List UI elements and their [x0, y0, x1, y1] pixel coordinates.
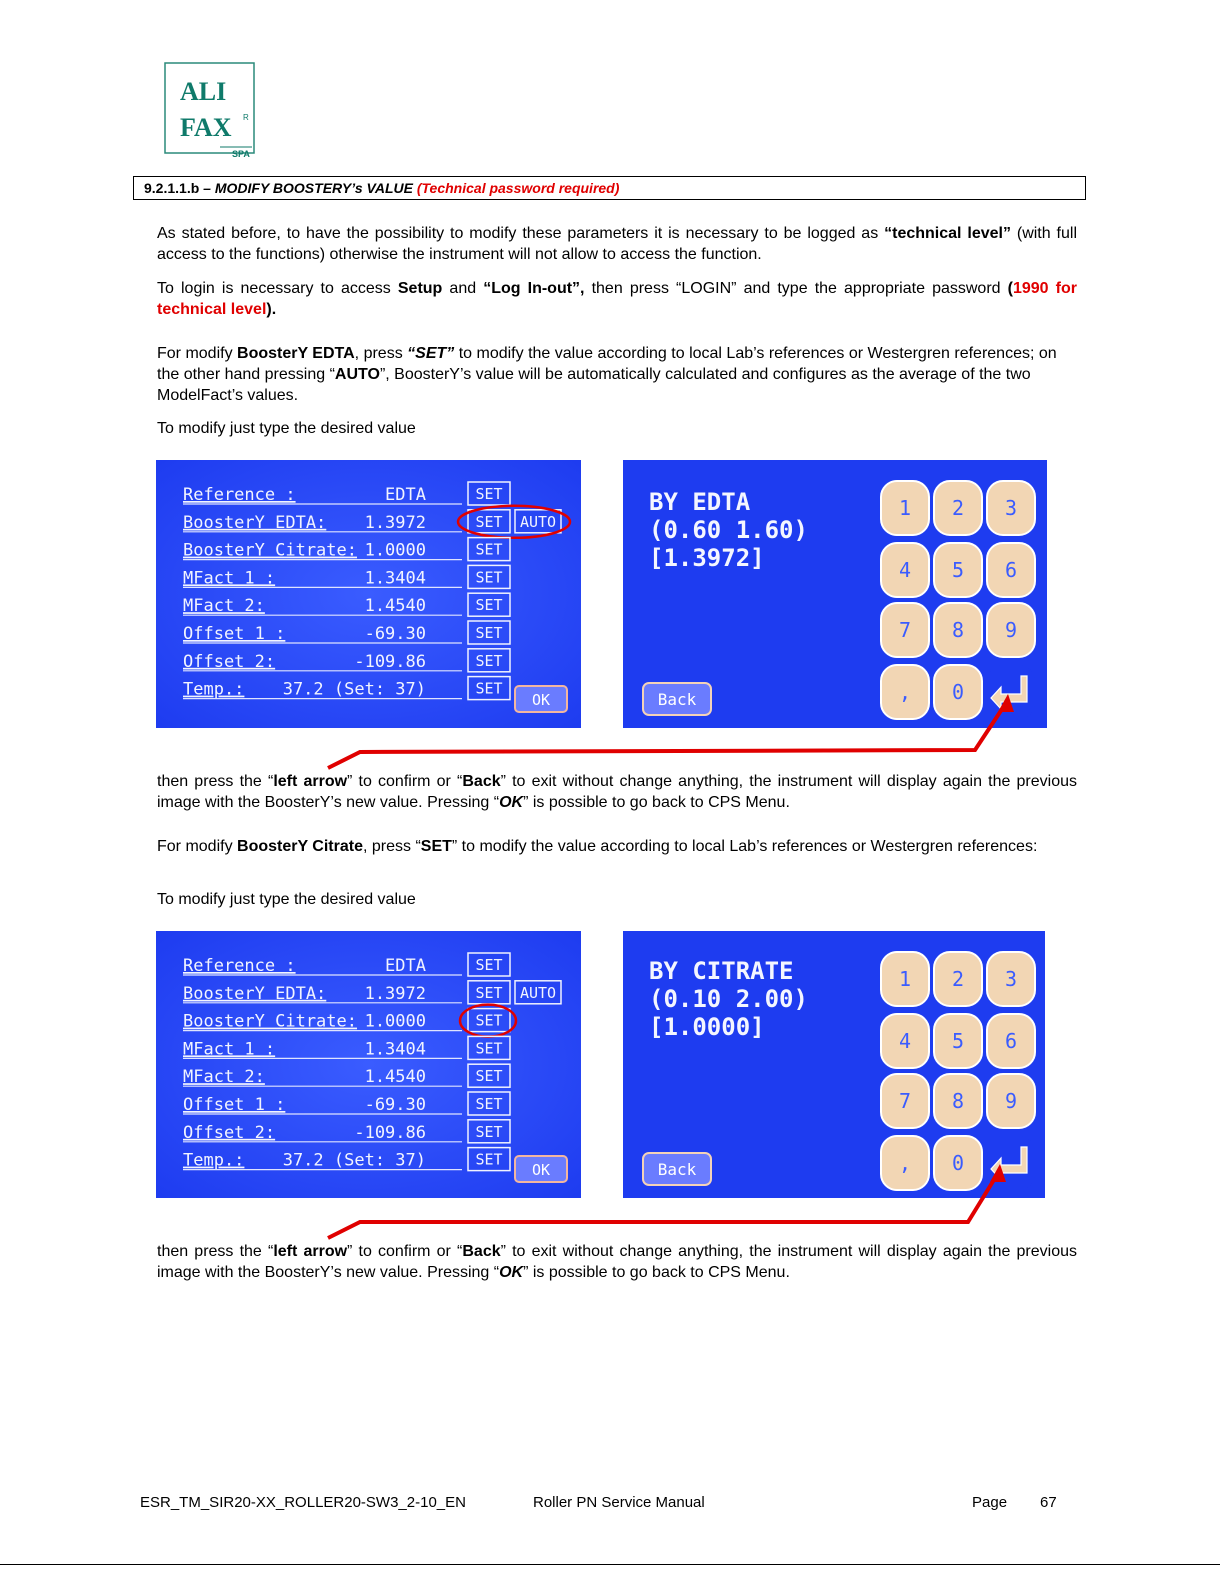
set-button-label: SET	[475, 983, 503, 1002]
keypad-key-label: 1	[898, 967, 912, 991]
set-button-label: SET	[475, 679, 503, 698]
set-button-label: SET	[475, 540, 503, 559]
row-label: BoosterY EDTA:	[183, 983, 327, 1004]
row-value: 1.4540	[364, 1067, 426, 1088]
set-button-label: SET	[475, 1122, 503, 1141]
section-note: (Technical password required)	[416, 180, 620, 196]
row-label: MFact 2:	[183, 596, 265, 617]
footer-page-number: 67	[1040, 1494, 1057, 1511]
row-label: BoosterY Citrate:	[183, 540, 357, 561]
row-label: MFact 1 :	[183, 1039, 276, 1060]
keypad-key-label: 6	[1004, 558, 1018, 582]
ok-button-label: OK	[531, 1161, 551, 1179]
row-value: -69.30	[364, 1095, 426, 1115]
keypad-range: (0.10 2.00)	[649, 985, 808, 1013]
auto-button-label: AUTO	[519, 512, 557, 531]
keypad-key-label: 5	[951, 1029, 965, 1053]
section-number: 9.2.1.1.b	[144, 180, 200, 196]
row-label: Temp.:	[183, 1150, 245, 1171]
keypad-key-label: ,	[898, 1151, 912, 1175]
set-button-label: SET	[475, 1095, 503, 1113]
ok-button-label: OK	[531, 691, 551, 709]
paragraph-login-level: As stated before, to have the possibility to modify these parameters it is necessary to be logged as “technical level” (with full access to the functions) otherwise the instrument will not allow to access the function.	[157, 225, 1078, 263]
row-label: Offset 1 :	[183, 624, 286, 644]
set-button-label: SET	[475, 624, 503, 642]
keypad-key-label: 4	[898, 1029, 912, 1053]
set-button-label: SET	[475, 1039, 503, 1058]
annotation-arrow-1	[320, 690, 1020, 780]
footer-doc-code: ESR_TM_SIR20-XX_ROLLER20-SW3_2-10_EN	[140, 1494, 466, 1511]
row-value: 1.4540	[364, 596, 426, 617]
set-button-label: SET	[475, 956, 503, 974]
keypad-title: BY EDTA	[649, 488, 751, 516]
back-button-label: Back	[657, 1160, 697, 1179]
keypad-key-label: 2	[951, 496, 965, 520]
back-button-label: Back	[657, 690, 697, 709]
keypad-key-label: 7	[898, 1089, 912, 1113]
row-value: 37.2 (Set: 37)	[282, 1150, 426, 1171]
row-value: 1.0000	[364, 1011, 426, 1032]
footer-manual-title: Roller PN Service Manual	[533, 1494, 705, 1511]
row-value: 1.3404	[364, 1039, 426, 1060]
keypad-key-label: 4	[898, 558, 912, 582]
row-value: EDTA	[385, 956, 426, 976]
bottom-rule	[0, 1564, 1220, 1565]
keypad-key-label: 1	[898, 496, 912, 520]
row-label: Offset 1 :	[183, 1095, 286, 1115]
row-value: -69.30	[364, 624, 426, 644]
row-label: MFact 1 :	[183, 568, 276, 589]
paragraph-confirm-1: then press the “left arrow” to confirm or “Back” to exit without change anything, the instrument will display again the previous image with the BoosterY’s new value. Pressing “OK” is possible to go back to CPS Menu.	[157, 773, 1078, 811]
keypad-key-label: 2	[951, 967, 965, 991]
settings-screen-edta	[156, 460, 581, 728]
logo-line2: FAX	[180, 113, 232, 142]
section-header	[133, 176, 1086, 200]
keypad-key-label: 3	[1004, 967, 1018, 991]
keypad-key-label: 8	[951, 1089, 965, 1113]
keypad-range: (0.60 1.60)	[649, 516, 808, 544]
paragraph-modify-citrate: For modify BoosterY Citrate, press “SET” to modify the value according to local Lab’s references or Westergren references:	[157, 838, 1038, 855]
row-value: 1.3972	[364, 983, 426, 1004]
auto-button-label: AUTO	[519, 983, 557, 1002]
keypad-screen-citrate	[623, 931, 1045, 1198]
company-logo	[164, 62, 256, 158]
set-button-label: SET	[475, 596, 503, 615]
logo-reg: R	[243, 113, 249, 122]
keypad-key-label: 9	[1004, 1089, 1018, 1113]
paragraph-login-steps: To login is necessary to access Setup and “Log In-out”, then press “LOGIN” and type the appropriate password (1990 for technical level).	[157, 280, 1077, 318]
set-button-label: SET	[475, 568, 503, 587]
set-button-label: SET	[475, 1150, 503, 1169]
keypad-key-label: 5	[951, 558, 965, 582]
paragraph-type-value-1: To modify just type the desired value	[157, 420, 416, 437]
section-dash: –	[203, 180, 211, 196]
keypad-key-label: 6	[1004, 1029, 1018, 1053]
keypad-key-label: 0	[951, 680, 965, 704]
logo-line1: ALI	[180, 77, 227, 106]
set-button-label: SET	[475, 1011, 503, 1030]
set-button-label: SET	[475, 512, 503, 531]
keypad-screen-edta	[623, 460, 1047, 728]
keypad-current: [1.0000]	[649, 1013, 765, 1041]
keypad-key-label: 7	[898, 618, 912, 642]
set-button-label: SET	[475, 651, 503, 670]
keypad-key-label: 3	[1004, 496, 1018, 520]
keypad-key-label: ,	[898, 680, 912, 704]
keypad-current: [1.3972]	[649, 544, 765, 572]
row-label: Offset 2:	[183, 1122, 276, 1143]
section-title: MODIFY BOOSTERY’s VALUE	[214, 180, 413, 196]
set-button-label: SET	[475, 485, 503, 503]
logo-sub: SPA	[232, 149, 250, 158]
set-button-label: SET	[475, 1067, 503, 1086]
row-label: Reference :	[183, 485, 296, 505]
keypad-key-label: 0	[951, 1151, 965, 1175]
annotation-arrow-2	[320, 1160, 1020, 1250]
keypad-title: BY CITRATE	[649, 957, 794, 985]
row-label: Reference :	[183, 956, 296, 976]
row-value: 1.3404	[364, 568, 426, 589]
keypad-key-label: 9	[1004, 618, 1018, 642]
row-label: MFact 2:	[183, 1067, 265, 1088]
settings-screen-citrate	[156, 931, 581, 1198]
row-label: Offset 2:	[183, 651, 276, 672]
paragraph-type-value-2: To modify just type the desired value	[157, 891, 416, 908]
row-value: -109.86	[354, 1122, 426, 1143]
row-value: 37.2 (Set: 37)	[282, 679, 426, 700]
paragraph-modify-edta: For modify BoosterY EDTA, press “SET” to modify the value according to local Lab’s references or Westergren references; on the other hand pressing “AUTO”, BoosterY’s value will be automatically calculated and configures as the average of the two ModelFact’s values.	[157, 345, 1057, 404]
row-value: EDTA	[385, 485, 426, 505]
keypad-key-label: 8	[951, 618, 965, 642]
row-label: BoosterY Citrate:	[183, 1011, 357, 1032]
row-value: 1.3972	[364, 512, 426, 533]
row-value: 1.0000	[364, 540, 426, 561]
row-label: Temp.:	[183, 679, 245, 700]
row-label: BoosterY EDTA:	[183, 512, 327, 533]
row-value: -109.86	[354, 651, 426, 672]
paragraph-confirm-2: then press the “left arrow” to confirm or “Back” to exit without change anything, the instrument will display again the previous image with the BoosterY’s new value. Pressing “OK” is possible to go back to CPS Menu.	[157, 1243, 1078, 1281]
footer-page-label: Page	[972, 1494, 1008, 1511]
